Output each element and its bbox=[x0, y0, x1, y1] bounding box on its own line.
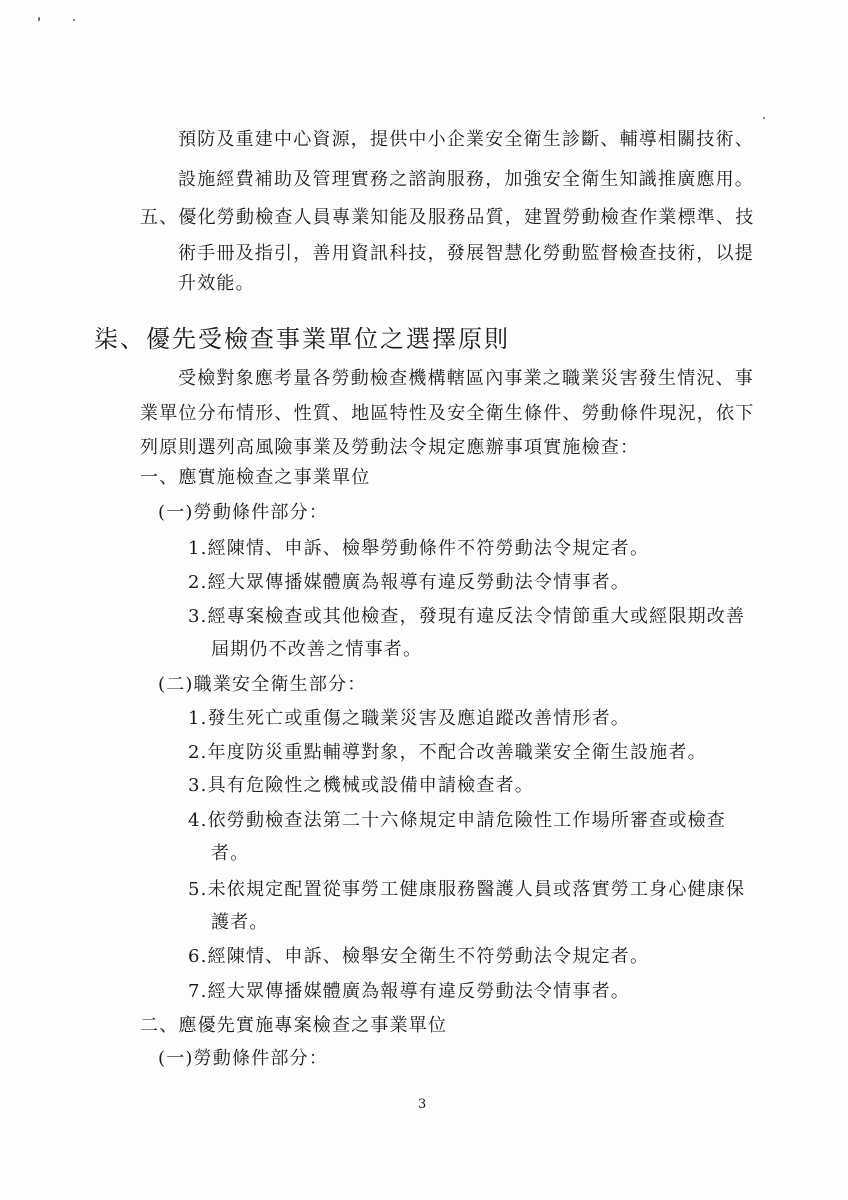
safety-item-2: 2.年度防災重點輔導對象，不配合改善職業安全衛生設施者。 bbox=[188, 742, 707, 763]
safety-item-4: 4.依勞動檢查法第二十六條規定申請危險性工作場所審查或檢查 bbox=[188, 810, 726, 831]
intro-line-2: 設施經費補助及管理實務之諮詢服務，加強安全衛生知識推廣應用。 bbox=[178, 169, 754, 190]
scan-speck bbox=[38, 17, 40, 21]
section-seven-intro-3: 列原則選列高風險事業及勞動法令規定應辦事項實施檢查： bbox=[140, 437, 640, 458]
safety-item-4-cont: 者。 bbox=[211, 843, 250, 864]
part-one-heading: 一、應實施檢查之事業單位 bbox=[140, 467, 371, 488]
safety-item-6: 6.經陳情、申訴、檢舉安全衛生不符勞動法令規定者。 bbox=[188, 946, 650, 967]
labor-item-1: 1.經陳情、申訴、檢舉勞動條件不符勞動法令規定者。 bbox=[188, 538, 650, 559]
labor-item-3-cont: 屆期仍不改善之情事者。 bbox=[211, 639, 423, 660]
item-five-line-2: 術手冊及指引，善用資訊科技，發展智慧化勞動監督檢查技術，以提 bbox=[178, 243, 754, 264]
scan-speck bbox=[763, 117, 765, 119]
page-number: 3 bbox=[418, 1097, 427, 1112]
labor-item-2: 2.經大眾傳播媒體廣為報導有違反勞動法令情事者。 bbox=[188, 572, 630, 593]
occupational-safety-heading: (二)職業安全衛生部分： bbox=[158, 674, 367, 695]
scan-speck bbox=[73, 19, 75, 21]
safety-item-5-cont: 護者。 bbox=[211, 912, 269, 933]
labor-item-3: 3.經專案檢查或其他檢查，發現有違反法令情節重大或經限期改善 bbox=[188, 606, 746, 627]
safety-item-7: 7.經大眾傳播媒體廣為報導有違反勞動法令情事者。 bbox=[188, 981, 630, 1002]
safety-item-3: 3.具有危險性之機械或設備申請檢查者。 bbox=[188, 775, 534, 796]
labor-conditions-heading: (一)勞動條件部分： bbox=[158, 502, 329, 523]
section-seven-intro-1: 受檢對象應考量各勞動檢查機構轄區內事業之職業災害發生情況、事 bbox=[178, 368, 754, 389]
section-seven-intro-2: 業單位分布情形、性質、地區特性及安全衛生條件、勞動條件現況，依下 bbox=[140, 403, 755, 424]
intro-line-1: 預防及重建中心資源，提供中小企業安全衛生診斷、輔導相關技術、 bbox=[178, 129, 754, 150]
section-seven-title: 柒、優先受檢查事業單位之選擇原則 bbox=[94, 325, 510, 353]
safety-item-1: 1.發生死亡或重傷之職業災害及應追蹤改善情形者。 bbox=[188, 708, 630, 729]
safety-item-5: 5.未依規定配置從事勞工健康服務醫護人員或落實勞工身心健康保 bbox=[188, 879, 746, 900]
item-five-line-1: 五、優化勞動檢查人員專業知能及服務品質，建置勞動檢查作業標準、技 bbox=[140, 207, 755, 228]
part-two-heading: 二、應優先實施專案檢查之事業單位 bbox=[140, 1015, 448, 1036]
part-two-labor-heading: (一)勞動條件部分： bbox=[158, 1048, 329, 1069]
item-five-line-3: 升效能。 bbox=[178, 273, 255, 294]
